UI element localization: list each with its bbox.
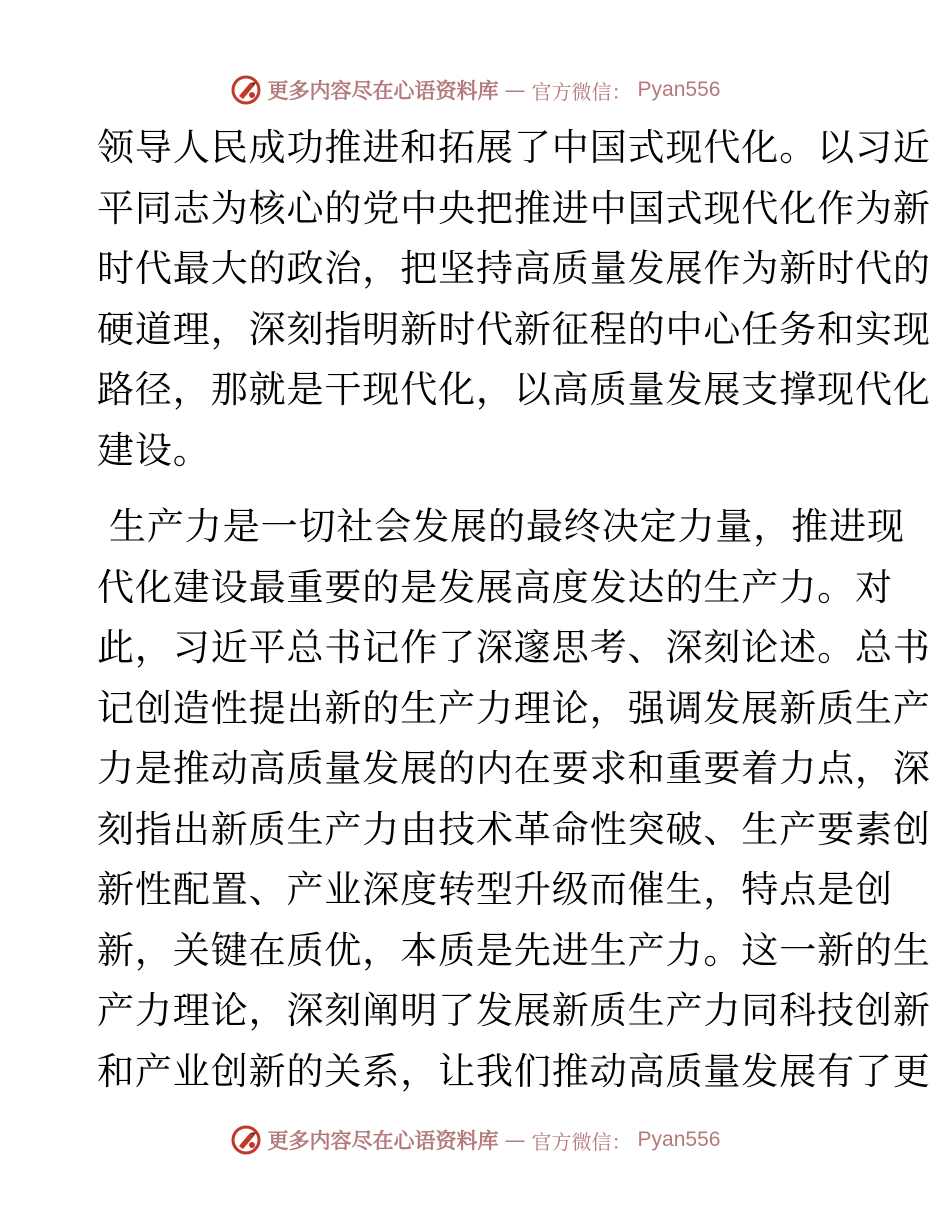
banner-wechat-id: Pyan556 — [637, 1128, 721, 1151]
text-line: 生产力是一切社会发展的最终决定力量，推进现 — [109, 505, 905, 548]
banner-wechat-label: 官方微信： — [531, 79, 632, 104]
text-line: 硬道理，深刻指明新时代新征程的中心任务和实现 — [97, 307, 931, 351]
text-line: 建设。 — [97, 428, 211, 472]
text-line: 领导人民成功推进和拓展了中国式现代化。以习近 — [97, 126, 931, 169]
document-body — [97, 118, 931, 1102]
paragraph-gap — [97, 481, 857, 497]
text-line: 新，关键在质优，本质是先进生产力。这一新的生 — [97, 928, 931, 972]
paragraph-2 — [97, 497, 931, 1102]
footer-banner — [0, 1120, 950, 1160]
banner-wechat-id: Pyan556 — [637, 78, 721, 101]
text-line: 此，习近平总书记作了深邃思考、深刻论述。总书 — [97, 626, 931, 669]
text-line: 记创造性提出新的生产力理论，强调发展新质生产 — [97, 686, 931, 730]
text-line: 力是推动高质量发展的内在要求和重要着力点，深 — [97, 747, 931, 790]
text-line: 平同志为核心的党中央把推进中国式现代化作为新 — [97, 186, 931, 230]
banner-dash: — — [504, 78, 526, 102]
logo-pen-icon — [230, 1124, 262, 1156]
text-line: 路径，那就是干现代化，以高质量发展支撑现代化 — [97, 368, 931, 411]
text-line: 和产业创新的关系，让我们推动高质量发展有了更 — [97, 1049, 931, 1093]
text-line: 时代最大的政治，把坚持高质量发展作为新时代的 — [97, 247, 931, 290]
banner-text: 更多内容尽在心语资料库 — [267, 1128, 499, 1153]
text-line: 新性配置、产业深度转型升级而催生，特点是创 — [97, 868, 893, 911]
text-line: 刻指出新质生产力由技术革命性突破、生产要素创 — [97, 807, 931, 851]
banner-wechat-label: 官方微信： — [531, 1129, 632, 1154]
header-banner — [0, 70, 950, 110]
text-line: 产力理论，深刻阐明了发展新质生产力同科技创新 — [97, 989, 931, 1032]
paragraph-1 — [97, 118, 931, 481]
banner-dash: — — [504, 1128, 526, 1152]
text-line: 代化建设最重要的是发展高度发达的生产力。对 — [97, 565, 893, 609]
banner-text: 更多内容尽在心语资料库 — [267, 78, 499, 103]
logo-pen-icon — [230, 74, 262, 106]
